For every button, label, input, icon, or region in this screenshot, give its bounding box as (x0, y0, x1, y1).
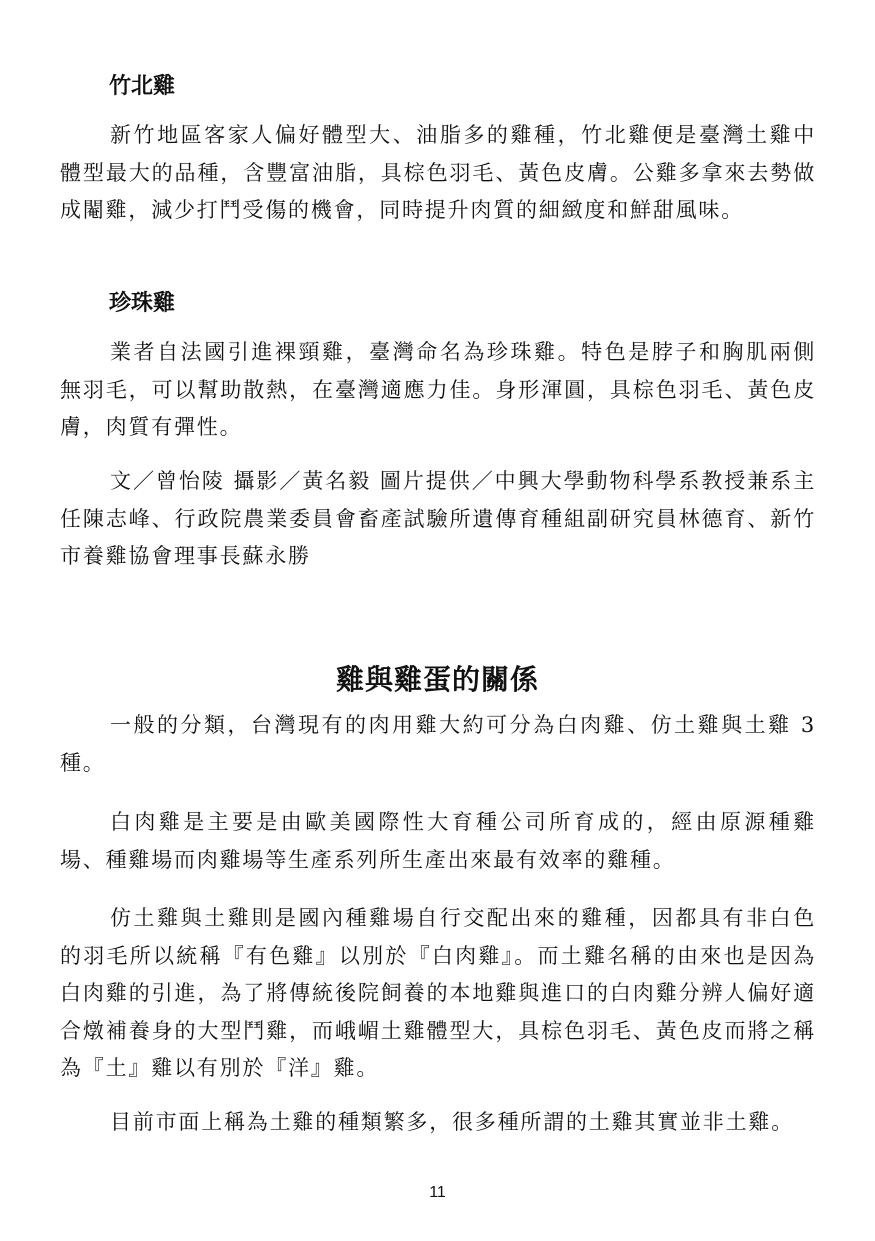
article-paragraph: 目前市面上稱為土雞的種類繁多，很多種所謂的土雞其實並非土雞。 (110, 1110, 794, 1134)
page-number: 11 (429, 1184, 446, 1201)
section-paragraph-pearl-chicken: 業者自法國引進裸頸雞，臺灣命名為珍珠雞。特色是脖子和胸肌兩側無羽毛，可以幫助散熱，在臺灣適應力佳。身形渾圓，具棕色羽毛、黃色皮膚，肉質有彈性。 (60, 340, 816, 439)
section-paragraph-zhubei-chicken: 新竹地區客家人偏好體型大、油脂多的雞種，竹北雞便是臺灣土雞中體型最大的品種，含豐富油脂，具棕色羽毛、黃色皮膚。公雞多拿來去勢做成閹雞，減少打鬥受傷的機會，同時提升肉質的細緻度和鮮甜風味。 (60, 123, 816, 222)
section-heading-pearl-chicken: 珍珠雞 (109, 291, 176, 316)
article-title: 雞與雞蛋的關係 (335, 663, 539, 696)
section-heading-zhubei-chicken: 竹北雞 (109, 74, 176, 99)
article-paragraph: 白肉雞是主要是由歐美國際性大育種公司所育成的，經由原源種雞場、種雞場而肉雞場等生產系列所生產出來最有效率的雞種。 (60, 810, 816, 872)
credits-paragraph: 文／曾怡陵 攝影／黃名毅 圖片提供／中興大學動物科學系教授兼系主任陳志峰、行政院農業委員會畜產試驗所遺傳育種組副研究員林德育、新竹市養雞協會理事長蘇永勝 (60, 469, 816, 568)
article-paragraph: 一般的分類，台灣現有的肉用雞大約可分為白肉雞、仿土雞與土雞 3 種。 (60, 713, 816, 775)
article-paragraph: 仿土雞與土雞則是國內種雞場自行交配出來的雞種，因都具有非白色的羽毛所以統稱『有色雞』以別於『白肉雞』。而土雞名稱的由來也是因為白肉雞的引進，為了將傳統後院飼養的本地雞與進口的白肉雞分辨人偏好適合燉補養身的大型鬥雞，而峨嵋土雞體型大，具棕色羽毛、黃色皮而將之稱為『土』雞以有別於『洋』雞。 (60, 906, 816, 1080)
